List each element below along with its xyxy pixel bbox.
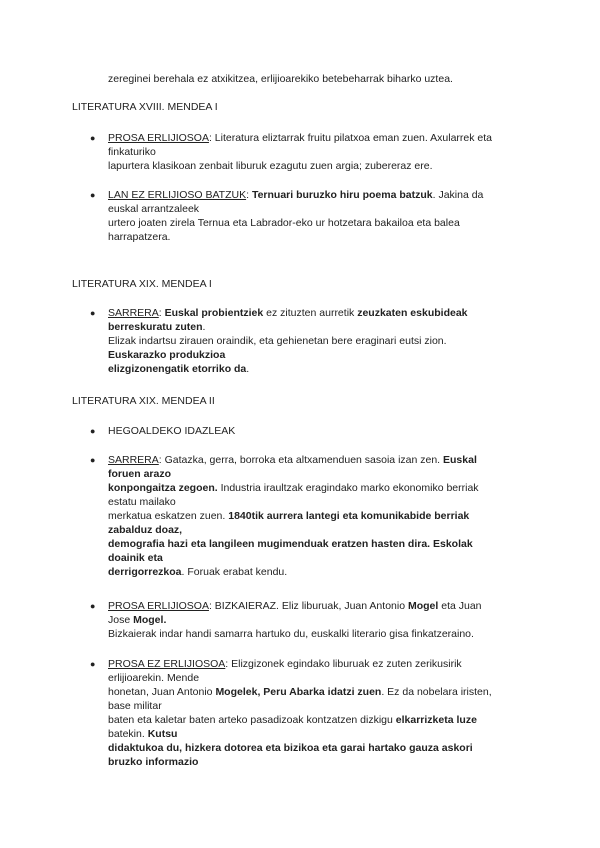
item-line xyxy=(108,453,518,467)
bold-text: elizgizonengatik etorriko da xyxy=(108,363,247,375)
text-run: : Elizgizonek egindako liburuak ez zuten zerikusirik xyxy=(225,658,462,670)
bold-text: Euskal xyxy=(443,454,477,466)
item-line xyxy=(108,188,518,202)
bold-text: Euskal probientziek xyxy=(164,307,264,319)
text-run: Industria iraultzak eragindako marko ekonomiko berriak xyxy=(217,482,479,494)
bold-text: bruzko informazio xyxy=(108,756,199,768)
bold-text: doainik eta xyxy=(108,552,163,564)
text-run: honetan, Juan Antonio xyxy=(108,686,216,698)
bold-text: foruen arazo xyxy=(108,468,172,480)
item-line xyxy=(108,613,518,627)
text-run: estatu mailako xyxy=(108,496,176,508)
list-item xyxy=(90,657,518,769)
list-item xyxy=(90,188,518,244)
section-heading: LITERATURA XIX. MENDEA I xyxy=(72,278,212,290)
item-line xyxy=(108,362,518,376)
bold-text: konpongaitza zegoen. xyxy=(108,482,218,494)
item-line xyxy=(108,145,518,159)
item-line xyxy=(108,495,518,509)
item-line xyxy=(108,131,518,145)
list-item xyxy=(90,599,518,641)
text-run: harrapatzera. xyxy=(108,231,171,243)
section-heading: LITERATURA XVIII. MENDEA I xyxy=(72,101,218,113)
text-run: base militar xyxy=(108,700,162,712)
text-run: merkatua eskatzen zuen. xyxy=(108,510,229,522)
bold-text: Euskarazko produkzioa xyxy=(108,349,226,361)
bold-text: Kutsu xyxy=(147,728,178,740)
text-run: Jose xyxy=(108,614,134,626)
item-line xyxy=(108,551,518,565)
bold-text: zabalduz doaz, xyxy=(108,524,183,536)
section-heading: LITERATURA XIX. MENDEA II xyxy=(72,395,215,407)
text-run: HEGOALDEKO IDAZLEAK xyxy=(108,425,236,437)
bold-text: 1840tik aurrera lantegi eta komunikabide berriak xyxy=(228,510,470,522)
bullet-icon: ● xyxy=(90,133,96,143)
list-item xyxy=(90,453,518,579)
item-line xyxy=(108,727,518,741)
bold-text: Mogel. xyxy=(133,614,167,626)
text-run: . Foruak erabat kendu. xyxy=(181,566,288,578)
continuation-line: zereginei berehala ez atxikitzea, erlijioarekiko betebeharrak biharko uztea. xyxy=(108,73,453,85)
list-item xyxy=(90,306,518,376)
item-line xyxy=(108,348,518,362)
item-title: LAN EZ ERLIJIOSO BATZUK xyxy=(108,189,247,201)
bold-text: demografia hazi eta langileen mugimenduak eratzen hasten dira. Eskolak xyxy=(108,538,473,550)
item-line xyxy=(108,713,518,727)
bullet-icon: ● xyxy=(90,190,96,200)
item-line xyxy=(108,334,518,348)
text-run: Elizak indartsu zirauen oraindik, eta gehienetan bere eraginari eutsi zion. xyxy=(108,335,447,347)
bullet-icon: ● xyxy=(90,659,96,669)
text-run: finkaturiko xyxy=(108,146,156,158)
item-line xyxy=(108,627,518,641)
text-run: Bizkaierak indar handi samarra hartuko du, euskalki literario gisa finkatzeraino. xyxy=(108,628,474,640)
item-line xyxy=(108,320,518,334)
bold-text: didaktukoa du, hizkera dotorea eta bizikoa eta garai hartako gauza askori xyxy=(108,742,473,754)
item-title: PROSA EZ ERLIJIOSOA xyxy=(108,658,226,670)
item-line xyxy=(108,755,518,769)
text-run: euskal arrantzaleek xyxy=(108,203,200,215)
bold-text: zeuzkaten eskubideak xyxy=(357,307,468,319)
item-title: PROSA ERLIJIOSOA xyxy=(108,600,209,612)
item-line xyxy=(108,216,518,230)
item-line xyxy=(108,230,518,244)
bullet-icon: ● xyxy=(90,426,96,436)
bullet-icon: ● xyxy=(90,601,96,611)
text-run: . xyxy=(202,321,206,333)
item-line xyxy=(108,699,518,713)
item-line xyxy=(108,424,518,438)
list-item xyxy=(90,424,518,438)
item-line xyxy=(108,159,518,173)
list-item xyxy=(90,131,518,173)
item-line xyxy=(108,202,518,216)
bullet-icon: ● xyxy=(90,308,96,318)
text-run: : BIZKAIERAZ. Eliz liburuak, Juan Antonio xyxy=(208,600,408,612)
item-line xyxy=(108,565,518,579)
text-run: lapurtera klasikoan zenbait liburuk ezagutu zuen argia; zubereraz ere. xyxy=(108,160,433,172)
item-title: PROSA ERLIJIOSOA xyxy=(108,132,209,144)
item-line xyxy=(108,671,518,685)
item-line xyxy=(108,741,518,755)
text-run: . xyxy=(246,363,250,375)
item-line xyxy=(108,306,518,320)
item-line xyxy=(108,467,518,481)
text-run: : Literatura eliztarrak fruitu pilatxoa eman zuen. Axularrek eta xyxy=(208,132,493,144)
item-line xyxy=(108,509,518,523)
item-line xyxy=(108,537,518,551)
text-run: : xyxy=(246,189,252,201)
item-line xyxy=(108,685,518,699)
text-run: batekin. xyxy=(108,728,148,740)
text-run: baten eta kaletar baten arteko pasadizoak kontzatzen dizkigu xyxy=(108,714,396,726)
item-line xyxy=(108,599,518,613)
item-title: SARRERA xyxy=(108,454,159,466)
bold-text: Mogelek, Peru Abarka idatzi zuen xyxy=(215,686,382,698)
bold-text: derrigorrezkoa xyxy=(108,566,182,578)
bold-text: elkarrizketa luze xyxy=(395,714,477,726)
bold-text: berreskuratu zuten xyxy=(108,321,203,333)
text-run: urtero joaten zirela Ternua eta Labrador-eko ur hotzetara bakailoa eta balea xyxy=(108,217,460,229)
bold-text: Mogel xyxy=(407,600,439,612)
item-line xyxy=(108,657,518,671)
text-run: : xyxy=(158,307,165,319)
bold-text: Ternuari buruzko hiru poema batzuk xyxy=(251,189,433,201)
bullet-icon: ● xyxy=(90,455,96,465)
text-run: erlijioarekin. Mende xyxy=(108,672,200,684)
item-line xyxy=(108,523,518,537)
text-run: ez zituzten aurretik xyxy=(263,307,358,319)
text-run: . Ez da nobelara iristen, xyxy=(381,686,492,698)
text-run: . Jakina da xyxy=(432,189,484,201)
text-run: : Gatazka, gerra, borroka eta altxamenduen sasoia izan zen. xyxy=(158,454,444,466)
item-title: SARRERA xyxy=(108,307,159,319)
item-line xyxy=(108,481,518,495)
text-run: eta Juan xyxy=(438,600,482,612)
